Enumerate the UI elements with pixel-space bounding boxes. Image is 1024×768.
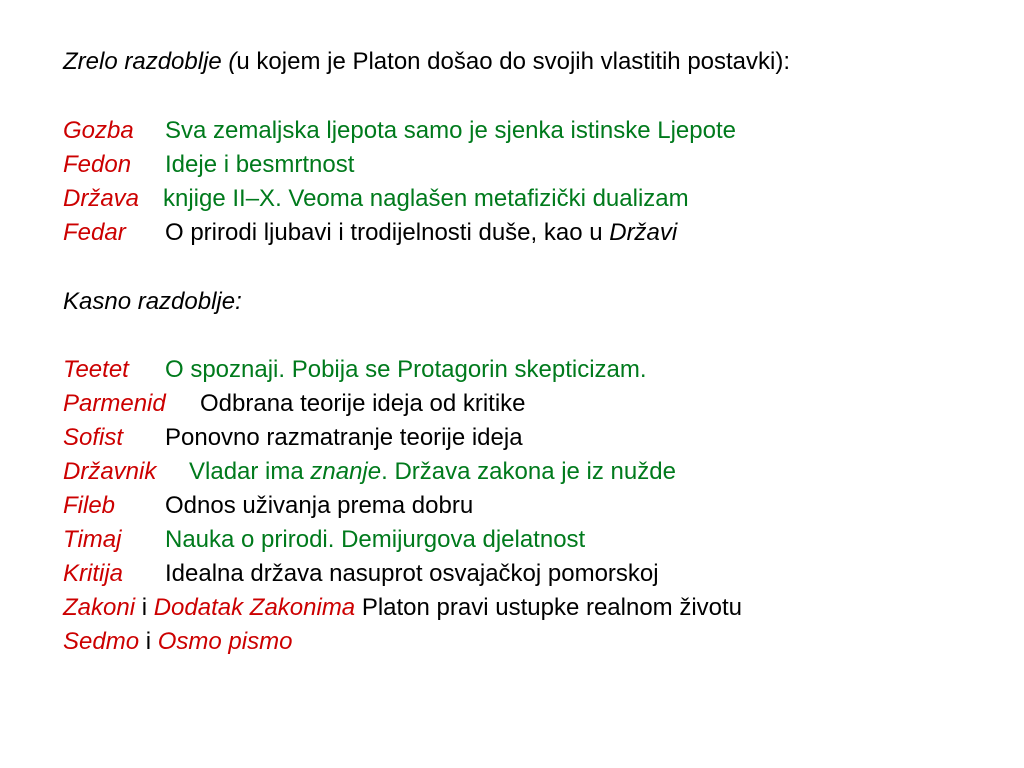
work-row-fedon — [63, 151, 355, 179]
work-desc-text: O prirodi ljubavi i trodijelnosti duše, kao u — [165, 219, 610, 246]
work-row-fileb — [63, 492, 474, 520]
work-title: Kritija — [63, 560, 124, 587]
work-row-parmenid — [63, 390, 526, 418]
mature-heading-rest: u kojem je Platon došao do svojih vlastitih postavki): — [236, 48, 791, 75]
work-row-drzava — [63, 185, 689, 213]
work-desc-italic: znanje — [310, 458, 382, 485]
work-desc: Nauka o prirodi. Demijurgova djelatnost — [165, 526, 586, 553]
mature-heading-italic: Zrelo razdoblje ( — [63, 48, 237, 75]
work-title: Fileb — [63, 492, 116, 519]
work-row-sofist — [63, 424, 523, 452]
work-desc: Sva zemaljska ljepota samo je sjenka istinske Ljepote — [165, 117, 736, 144]
late-period-heading: Kasno razdoblje: — [63, 288, 242, 315]
work-title: Gozba — [63, 117, 134, 144]
work-title: Parmenid — [63, 390, 166, 417]
work-title: Državnik — [63, 458, 157, 485]
work-desc: Odnos uživanja prema dobru — [165, 492, 474, 519]
work-row-timaj — [63, 526, 586, 554]
work-desc: Platon pravi ustupke realnom životu — [355, 594, 743, 621]
work-title: Zakoni — [63, 594, 136, 621]
work-title: Država — [63, 185, 140, 212]
work-desc: Idealna država nasuprot osvajačkoj pomorskoj — [165, 560, 659, 587]
work-row-gozba — [63, 117, 736, 145]
work-desc: knjige II–X. Veoma naglašen metafizički dualizam — [163, 185, 689, 212]
work-title: Timaj — [63, 526, 122, 553]
work-row-zakoni — [63, 594, 742, 622]
work-row-drzavnik — [63, 458, 676, 486]
work-title: Teetet — [63, 356, 129, 383]
work-row-fedar — [63, 219, 678, 247]
work-desc — [189, 458, 676, 486]
work-row-kritija — [63, 560, 659, 588]
work-conjunction: i — [139, 628, 158, 655]
work-conjunction: i — [135, 594, 154, 621]
mature-period-heading — [63, 48, 790, 76]
work-title: Fedon — [63, 151, 132, 178]
work-title: Sedmo — [63, 628, 140, 655]
work-title: Sofist — [63, 424, 124, 451]
work-desc-italic: Državi — [609, 219, 678, 246]
work-desc — [165, 219, 677, 247]
work-row-teetet — [63, 356, 647, 384]
work-desc: O spoznaji. Pobija se Protagorin skepticizam. — [165, 356, 647, 383]
work-title-secondary: Osmo pismo — [157, 628, 293, 655]
work-desc: Ponovno razmatranje teorije ideja — [165, 424, 523, 451]
work-desc-text: . Država zakona je iz nužde — [381, 458, 676, 485]
work-desc: Ideje i besmrtnost — [165, 151, 355, 178]
work-title: Fedar — [63, 219, 126, 246]
work-desc-text: Vladar ima — [189, 458, 311, 485]
work-row-sedmo — [63, 628, 292, 656]
work-title-secondary: Dodatak Zakonima — [153, 594, 356, 621]
work-desc: Odbrana teorije ideja od kritike — [200, 390, 526, 417]
